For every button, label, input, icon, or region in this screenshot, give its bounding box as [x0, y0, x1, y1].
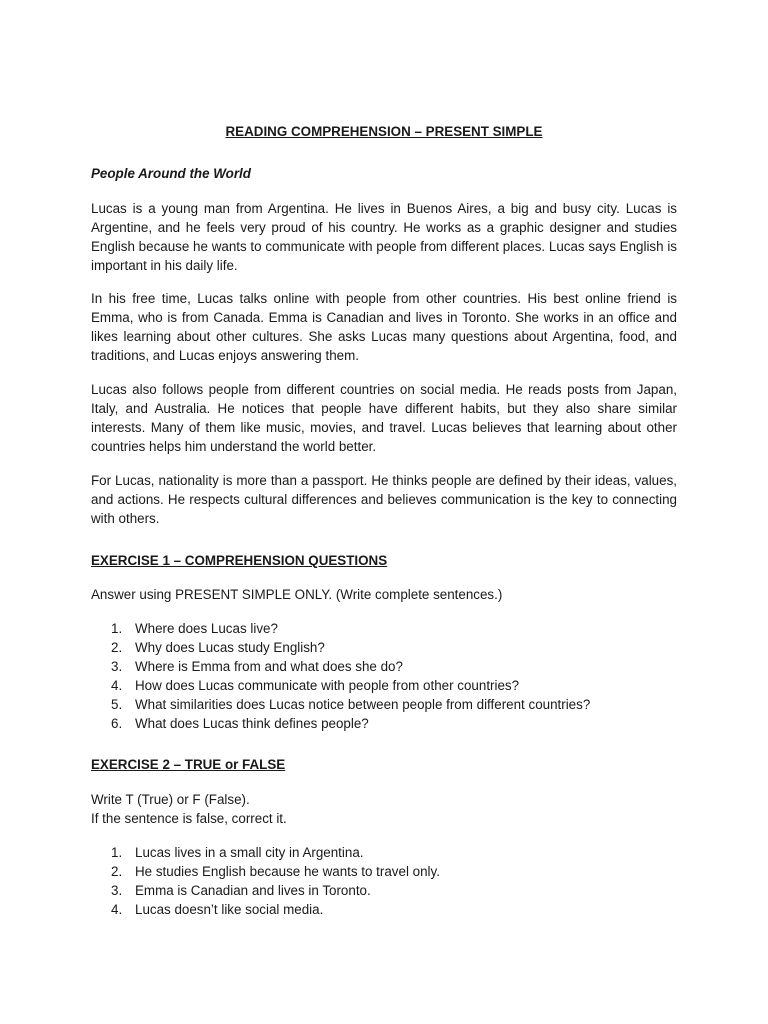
item-text: Where is Emma from and what does she do?	[135, 659, 403, 674]
exercise-1-question-list	[91, 619, 590, 733]
item-number: 3.	[111, 883, 123, 898]
list-item	[91, 843, 440, 862]
exercise-2-heading: EXERCISE 2 – TRUE or FALSE	[91, 757, 286, 772]
list-item	[91, 657, 590, 676]
item-number: 1.	[111, 621, 123, 636]
list-item	[91, 638, 590, 657]
exercise-2-instruction-2: If the sentence is false, correct it.	[91, 811, 287, 826]
item-number: 4.	[111, 678, 123, 693]
list-item	[91, 881, 440, 900]
story-subtitle: People Around the World	[91, 166, 251, 181]
list-item	[91, 714, 590, 733]
item-text: What does Lucas think defines people?	[135, 716, 369, 731]
item-text: How does Lucas communicate with people from other countries?	[135, 678, 520, 693]
paragraph-3: Lucas also follows people from different countries on social media. He reads posts from Japan, Italy, and Australia. He notices that people have different habits, but they also share similar interests. Many of them like music, movies, and travel. Lucas believes that learning about other countries helps him understand the world better.	[91, 382, 677, 454]
item-text: Where does Lucas live?	[135, 621, 278, 636]
paragraph-4: For Lucas, nationality is more than a passport. He thinks people are defined by their ideas, values, and actions. He respects cultural differences and believes communication is the key to connecting with others.	[91, 473, 677, 526]
item-number: 5.	[111, 697, 123, 712]
item-text: Why does Lucas study English?	[135, 640, 325, 655]
list-item	[91, 862, 440, 881]
item-text: Lucas doesn’t like social media.	[135, 902, 324, 917]
exercise-2-instruction-1: Write T (True) or F (False).	[91, 792, 250, 807]
item-text: He studies English because he wants to travel only.	[135, 864, 440, 879]
item-number: 1.	[111, 845, 123, 860]
exercise-1-heading: EXERCISE 1 – COMPREHENSION QUESTIONS	[91, 553, 388, 568]
page-title: READING COMPREHENSION – PRESENT SIMPLE	[225, 124, 543, 139]
paragraph-2: In his free time, Lucas talks online with people from other countries. His best online friend is Emma, who is from Canada. Emma is Canadian and lives in Toronto. She works in an office and likes learning about other cultures. She asks Lucas many questions about Argentina, food, and traditions, and Lucas enjoys answering them.	[91, 291, 677, 363]
item-text: Emma is Canadian and lives in Toronto.	[135, 883, 371, 898]
list-item	[91, 900, 440, 919]
item-number: 2.	[111, 640, 123, 655]
list-item	[91, 676, 590, 695]
document-page	[91, 0, 677, 1024]
item-number: 4.	[111, 902, 123, 917]
paragraph-1: Lucas is a young man from Argentina. He lives in Buenos Aires, a big and busy city. Lucas is Argentine, and he feels very proud of his country. He works as a graphic designer and studies English because he wants to communicate with people from different places. Lucas says English is important in his daily life.	[91, 201, 677, 273]
item-text: What similarities does Lucas notice between people from different countries?	[135, 697, 591, 712]
exercise-1-instruction: Answer using PRESENT SIMPLE ONLY. (Write complete sentences.)	[91, 587, 503, 602]
item-number: 2.	[111, 864, 123, 879]
list-item	[91, 695, 590, 714]
item-number: 6.	[111, 716, 123, 731]
item-number: 3.	[111, 659, 123, 674]
list-item	[91, 619, 590, 638]
item-text: Lucas lives in a small city in Argentina.	[135, 845, 364, 860]
exercise-2-statement-list	[91, 843, 440, 919]
